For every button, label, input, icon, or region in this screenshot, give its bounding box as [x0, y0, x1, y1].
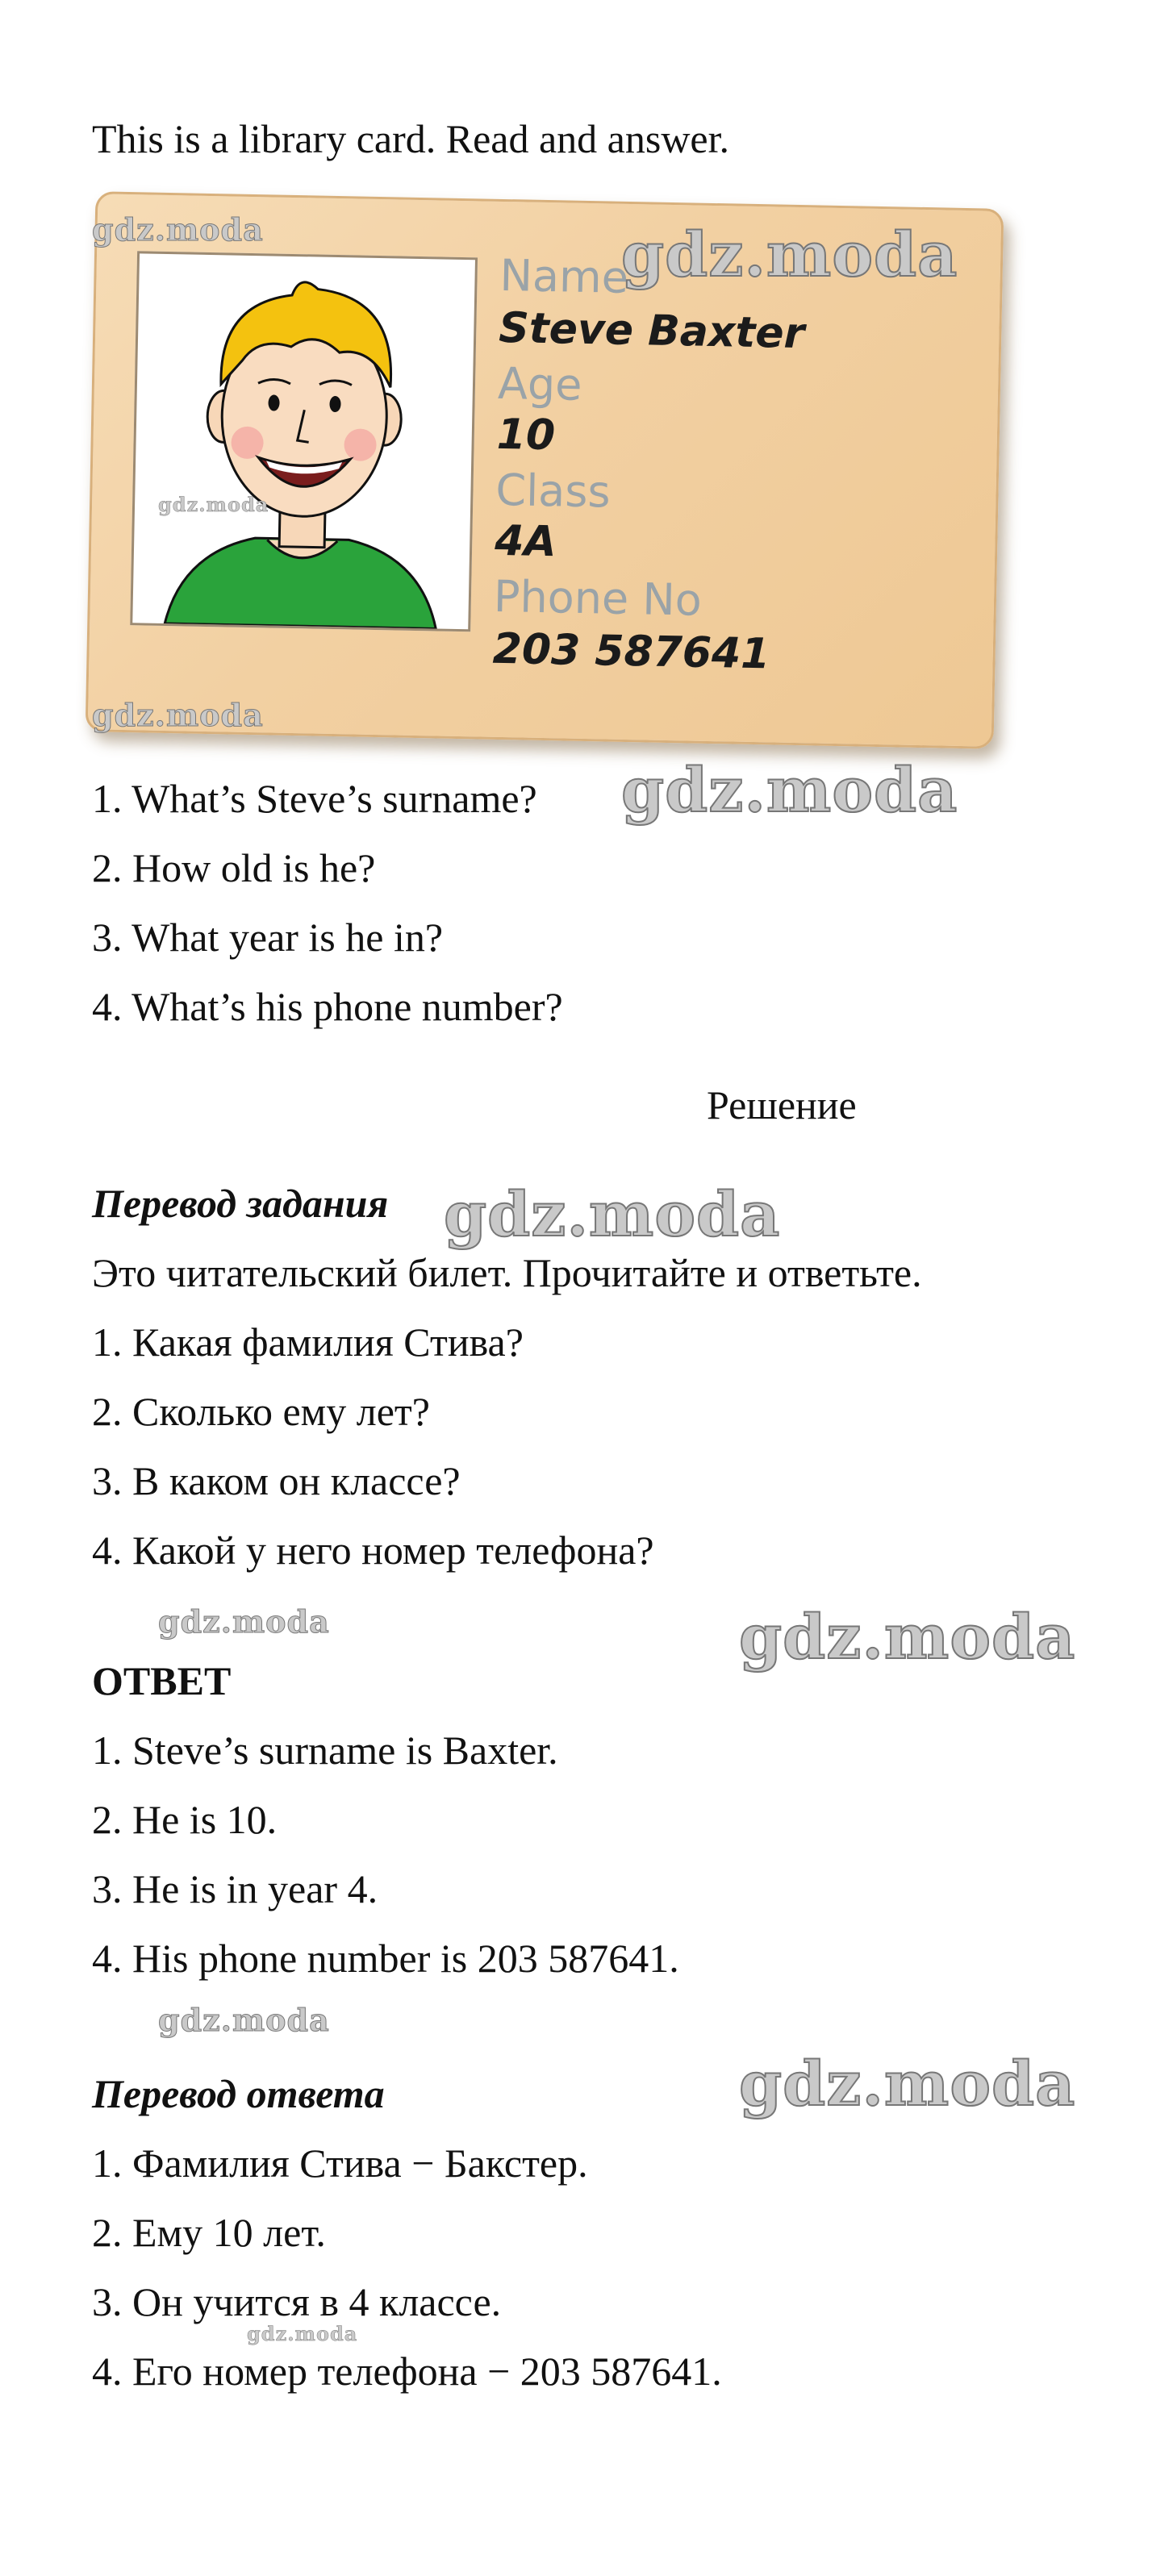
task-translation-item-4: 4. Какой у него номер телефона? — [92, 1528, 654, 1573]
card-label-phone: Phone No — [493, 570, 703, 626]
watermark: gdz.moda — [92, 697, 264, 733]
card-value-class: 4A — [494, 516, 557, 567]
task-translation-intro: Это читательский билет. Прочитайте и ответьте. — [92, 1250, 922, 1295]
card-value-age: 10 — [496, 410, 556, 461]
watermark: gdz.moda — [158, 493, 269, 516]
card-label-age: Age — [497, 357, 583, 411]
watermark: gdz.moda — [247, 2322, 358, 2345]
answer-item-3: 3. He is in year 4. — [92, 1866, 378, 1911]
answer-item-4: 4. His phone number is 203 587641. — [92, 1936, 679, 1981]
question-1: 1. What’s Steve’s surname? — [92, 776, 537, 821]
watermark: gdz.moda — [739, 2048, 1076, 2120]
watermark: gdz.moda — [92, 211, 264, 248]
answer-translation-item-2: 2. Ему 10 лет. — [92, 2210, 326, 2255]
answer-heading: ОТВЕТ — [92, 1658, 232, 1703]
watermark: gdz.moda — [739, 1601, 1076, 1673]
question-2: 2. How old is he? — [92, 845, 376, 890]
card-label-class: Class — [495, 464, 612, 518]
answer-translation-heading: Перевод ответа — [92, 2071, 385, 2116]
answer-translation-item-1: 1. Фамилия Стива − Бакстер. — [92, 2140, 588, 2186]
solution-label: Решение — [707, 1082, 857, 1128]
answer-translation-item-4: 4. Его номер телефона − 203 587641. — [92, 2349, 722, 2394]
task-translation-item-1: 1. Какая фамилия Стива? — [92, 1319, 524, 1365]
boy-portrait-icon — [132, 253, 475, 629]
watermark: gdz.moda — [621, 754, 958, 826]
task-translation-heading: Перевод задания — [92, 1181, 389, 1226]
card-photo — [130, 251, 478, 631]
watermark: gdz.moda — [444, 1178, 781, 1250]
card-value-phone: 203 587641 — [492, 624, 770, 679]
task-translation-item-3: 3. В каком он классе? — [92, 1458, 461, 1503]
card-label-name: Name — [499, 249, 629, 303]
question-4: 4. What’s his phone number? — [92, 984, 563, 1029]
answer-item-2: 2. He is 10. — [92, 1797, 278, 1842]
question-3: 3. What year is he in? — [92, 915, 444, 960]
intro-text: This is a library card. Read and answer. — [92, 116, 730, 161]
watermark: gdz.moda — [158, 1603, 330, 1640]
answer-translation-item-3: 3. Он учится в 4 классе. — [92, 2279, 502, 2324]
task-translation-item-2: 2. Сколько ему лет? — [92, 1389, 430, 1434]
answer-item-1: 1. Steve’s surname is Baxter. — [92, 1728, 558, 1773]
watermark: gdz.moda — [158, 2002, 330, 2038]
card-value-name: Steve Baxter — [498, 303, 805, 359]
watermark: gdz.moda — [621, 219, 958, 290]
